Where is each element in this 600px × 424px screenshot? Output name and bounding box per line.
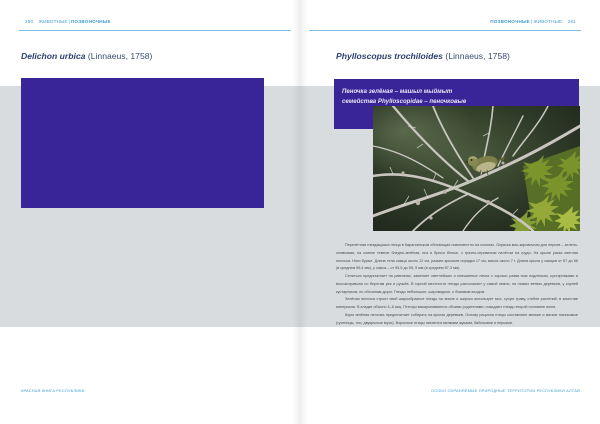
right-footer: ОСОБО ОХРАНЯЕМЫЕ ПРИРОДНЫЕ ТЕРРИТОРИИ РЕСПУБЛИКИ АЛТАЙ <box>431 388 580 393</box>
right-species-title <box>336 51 510 61</box>
caption-line-2: семейства Phylloscopidae – пеночковые <box>342 97 467 105</box>
right-head-section: ПОЗВОНОЧНЫЕ <box>490 19 530 24</box>
left-species-title <box>21 51 152 61</box>
left-page-number: 260 <box>25 19 34 24</box>
description-paragraph: Корм зелёная пеночка предпочитает собирать на кронах деревьев. Основу рациона птицы составляют мелкие и мягкие насекомые (гусеницы, тли, двукрылые мухи). Взрослые птицы питаются мелкими жуками, бабочками и перьями. <box>336 312 578 325</box>
left-head-subsection: ПОЗВОНОЧНЫЕ <box>71 19 111 24</box>
caption-line-1: Пеночка зелёная – мaшыл мыймыт <box>342 88 453 95</box>
species-description <box>336 242 578 327</box>
description-paragraph: Зелёная пеночка строит свой шарообразное гнездо на земле и широко использует мох, сухую траву, стебли растений, в качестве материала. В кладке обычно 4–6 яиц. Птенцы выкармливаются обоими родителями, покидают гнездо второй половине июня. <box>336 297 578 309</box>
left-species-author: (Linnaeus, 1758) <box>87 51 153 61</box>
right-page-number: 261 <box>567 19 576 24</box>
left-header-rule <box>19 30 291 31</box>
left-head-section: ЖИВОТНЫЕ <box>38 19 68 24</box>
description-paragraph: Селиться предпочитает на равнинах, заменяет светлейших и смешанных лесах с хорошо разви-тым подлеском, кустарниками и высокотравьем по берегам рек и ручьёв. В горной местности гнездо располагает у самой земли, на низких ветвях деревьев, у корней кустарников, по обочинам дорог. Гнездо небольшое, шаровидное, с боковым входом. <box>336 274 578 294</box>
right-header-rule <box>309 30 581 31</box>
right-head-subsection: ЖИВОТНЫЕ <box>533 19 563 24</box>
book-gutter <box>292 0 308 424</box>
left-image-placeholder <box>21 78 264 208</box>
description-paragraph: Перелётная гнездящаяся птица в Карагиинском обитающая повсеместно на склонах. Окраска мас-кировочная для перьев – зелено-оливковая, на спинке темное бледно-зелёная, низ и брюхо белые, с грязно-сероватым налётом на груди. На крыле узкая светлая полоска. Ноги бурые. Длина тела самца около 12 см, размах крыльев порядка 17 см, масса около 7 г. Длина крыла у самцов от 57 до 66 (в среднем 59,4 мм), у самок – от 55,5 до 59, 5 мм (в среднем 57,3 мм). <box>336 243 578 271</box>
right-running-head: ПОЗВОНОЧНЫЕ|ЖИВОТНЫЕ 261 <box>490 19 576 24</box>
photo-caption <box>342 87 492 107</box>
warbler-photo <box>373 106 580 231</box>
left-species-latin: Delichon urbica <box>21 51 86 61</box>
right-species-latin: Phylloscopus trochiloides <box>336 51 443 61</box>
right-species-author: (Linnaeus, 1758) <box>445 51 510 61</box>
left-running-head: 260 ЖИВОТНЫЕ|ПОЗВОНОЧНЫЕ <box>25 19 111 24</box>
left-footer: КРАСНАЯ КНИГА РЕСПУБЛИКИ <box>21 388 85 393</box>
warbler-photo-image <box>373 106 580 231</box>
